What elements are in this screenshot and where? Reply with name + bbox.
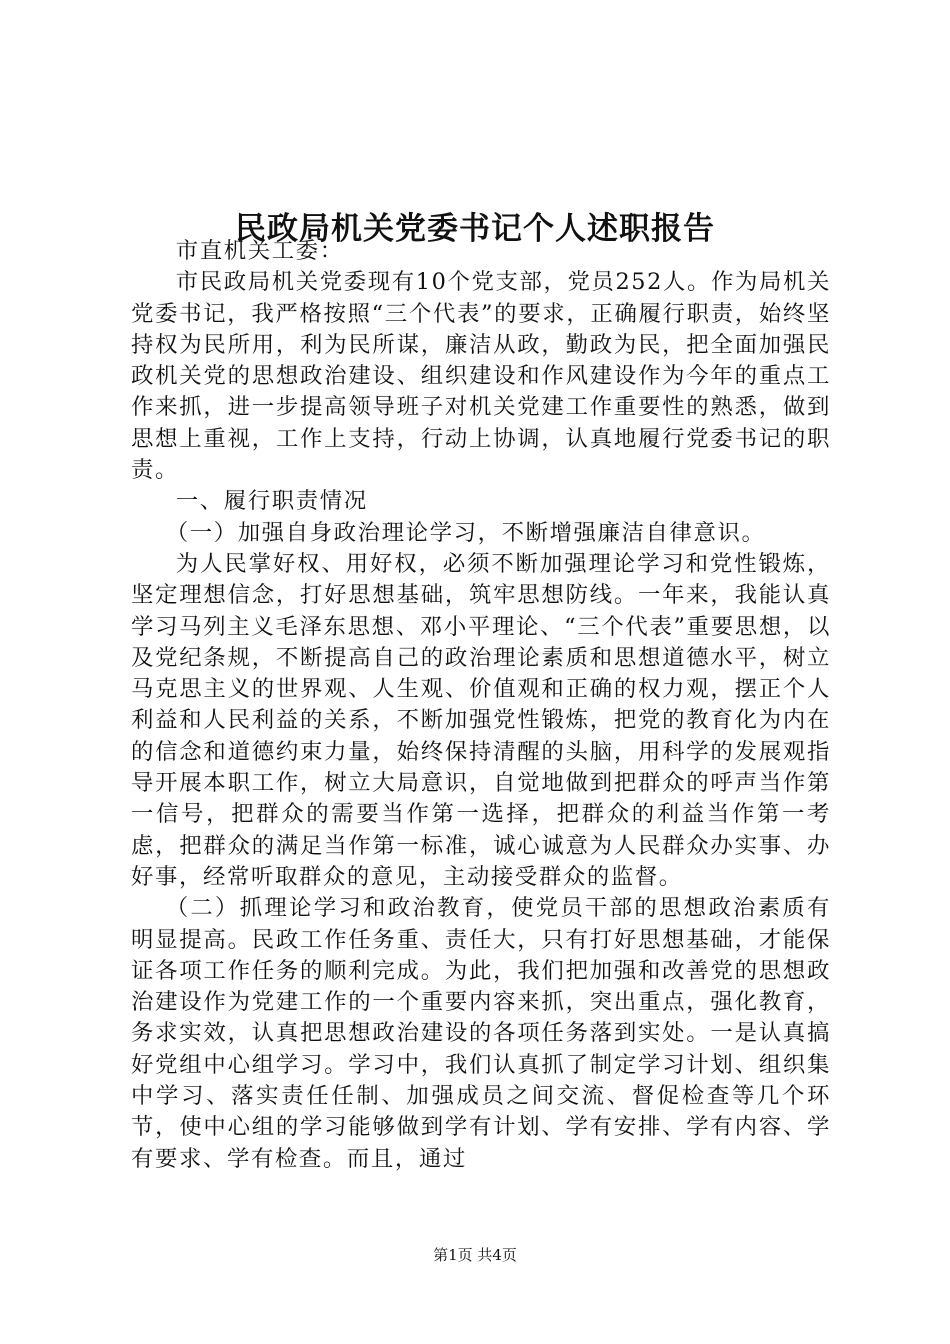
section-heading-1: 一、履行职责情况: [175, 488, 368, 515]
subsection-body-1: 为人民掌好权、用好权，必须不断加强理论学习和党性锻炼，坚定理想信念，打好思想基础，筑牢思想防线。一年来，我能认真学习马列主义毛泽东思想、邓小平理论、“三个代表”重要思想，以及党纪条规，不断提高自己的政治理论素质和思想道德水平，树立马克思主义的世界观、人生观、价值观和正确的权力观，摆正个人利益和人民利益的关系，不断加强党性锻炼，把党的教育化为内在的信念和道德约束力量，始终保持清醒的头脑，用科学的发展观指导开展本职工作，树立大局意识，自觉地做到把群众的呼声当作第一信号，把群众的需要当作第一选择，把群众的利益当作第一考虑，把群众的满足当作第一标准，诚心诚意为人民群众办实事、办好事，经常听取群众的意见，主动接受群众的监督。: [131, 550, 831, 890]
salutation: 市直机关工委：: [175, 238, 344, 264]
subsection-heading-1: （一）加强自身政治理论学习，不断增强廉洁自律意识。: [165, 519, 766, 546]
document-title: 民政局机关党委书记个人述职报告: [235, 210, 715, 247]
document-body: [131, 236, 831, 1175]
page-footer: 第1页 共4页: [433, 1246, 517, 1264]
intro-paragraph: 市民政局机关党委现有10个党支部，党员252人。作为局机关党委书记，我严格按照“三个代表”的要求，正确履行职责，始终坚持权为民所用，利为民所谋，廉洁从政，勤政为民，把全面加强民政机关党的思想政治建设、组织建设和作风建设作为今年的重点工作来抓，进一步提高领导班子对机关党建工作重要性的熟悉，做到思想上重视，工作上支持，行动上协调，认真地履行党委书记的职责。: [131, 269, 831, 484]
subsection-paragraph-2: （二）抓理论学习和政治教育，使党员干部的思想政治素质有明显提高。民政工作任务重、责任大，只有打好思想基础，才能保证各项工作任务的顺利完成。为此，我们把加强和改善党的思想政治建设作为党建工作的一个重要内容来抓，突出重点，强化教育，务求实效，认真把思想政治建设的各项任务落到实处。一是认真搞好党组中心组学习。学习中，我们认真抓了制定学习计划、组织集中学习、落实责任任制、加强成员之间交流、督促检查等几个环节，使中心组的学习能够做到学有计划、学有安排、学有内容、学有要求、学有检查。而且，通过: [131, 895, 831, 1172]
